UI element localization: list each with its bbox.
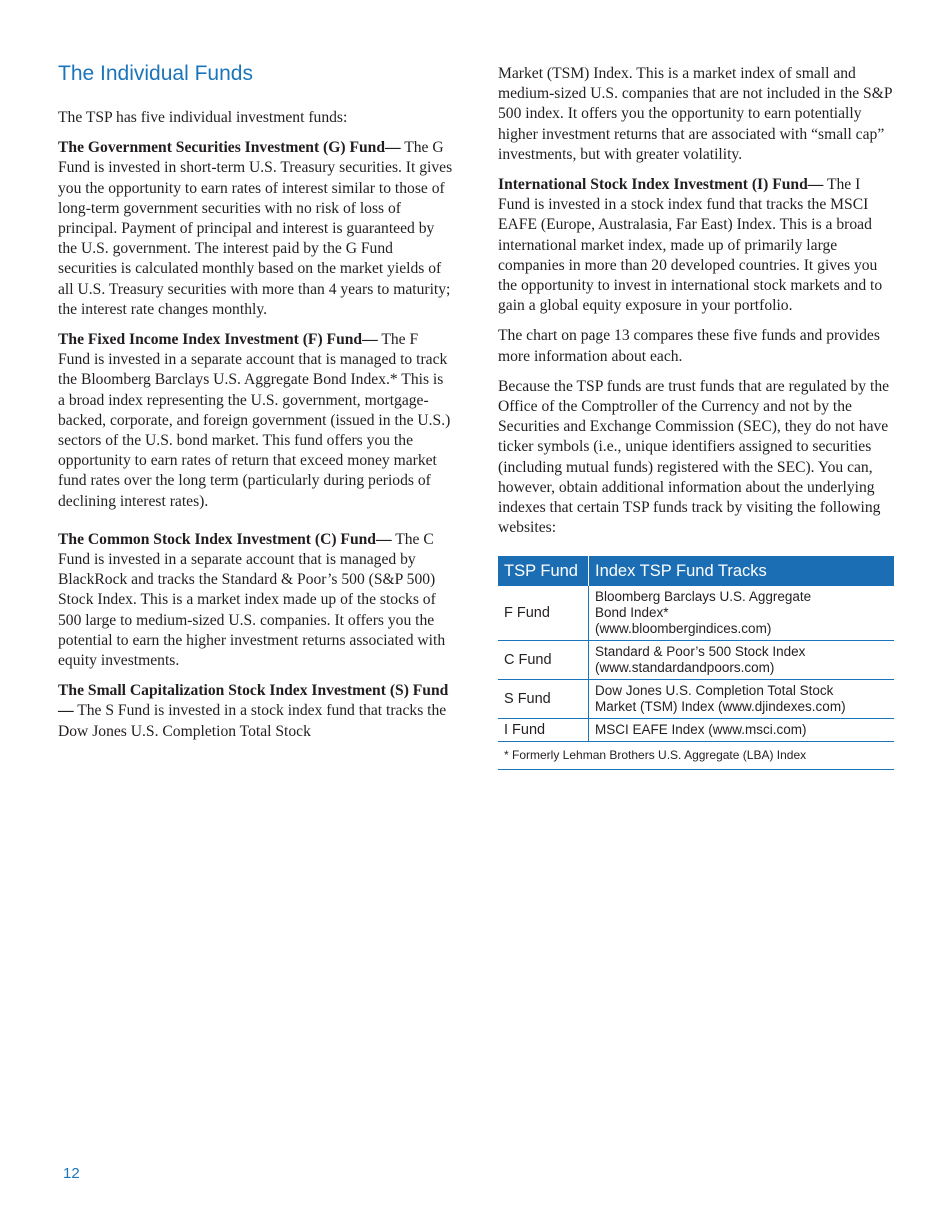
intro-text: The TSP has five individual investment funds: xyxy=(58,109,348,126)
table-header-index: Index TSP Fund Tracks xyxy=(589,556,895,586)
fund-name-cell: I Fund xyxy=(498,719,589,742)
s-fund-body-start: The S Fund is invested in a stock index fund that tracks the Dow Jones U.S. Completion Total Stock xyxy=(58,702,447,740)
s-fund-title: The Small Capitalization Stock Index Investment (S) Fund— xyxy=(58,682,449,720)
index-link[interactable]: (www.bloombergindices.com) xyxy=(595,621,772,637)
indexes-paragraph: Because the TSP funds are trust funds that are regulated by the Office of the Comptroller of the Currency and not by the Securities and Exchange Commission (SEC), they do not have ticker symbols (i.e., unique identifiers assigned to securities (including mutual funds) registered with the SEC). You can, however, obtain additional information about the underlying indexes that certain TSP funds track by visiting the following websites: xyxy=(498,377,890,537)
c-fund-section xyxy=(58,530,453,671)
c-fund-body: The C Fund is invested in a separate account that is managed by BlackRock and tracks the Standard & Poor’s 500 (S&P 500) Stock Index. This is a market index made up of the stocks of 500 large to medium-sized U.S. companies. It offers you the potential to earn the higher investment returns associated with equity investments. xyxy=(58,530,446,670)
index-link[interactable]: (www.standardandpoors.com) xyxy=(595,660,775,676)
fund-name-cell: F Fund xyxy=(498,586,589,641)
index-line: Bloomberg Barclays U.S. Aggregate xyxy=(595,589,812,605)
index-cell xyxy=(589,641,895,680)
index-line: Bond Index* xyxy=(595,605,669,621)
page-number: 12 xyxy=(63,1165,80,1182)
index-cell xyxy=(589,586,895,641)
c-fund-title: The Common Stock Index Investment (C) Fund— xyxy=(58,530,392,548)
page-title: The Individual Funds xyxy=(58,62,253,85)
table-footnote-row xyxy=(498,742,894,770)
s-fund-body-continued: Market (TSM) Index. This is a market index of small and medium-sized U.S. companies that are not included in the S&P 500 index. It offers you the opportunity to earn potentially higher investment returns that are associated with “small cap” investments, but with greater volatility. xyxy=(498,65,892,163)
fund-name-cell: C Fund xyxy=(498,641,589,680)
table-row xyxy=(498,586,894,641)
g-fund-section xyxy=(58,138,453,320)
table-row xyxy=(498,719,894,742)
fund-index-table xyxy=(498,556,894,770)
table-footnote: * Formerly Lehman Brothers U.S. Aggregate (LBA) Index xyxy=(498,742,894,770)
table-row xyxy=(498,680,894,719)
index-line: Dow Jones U.S. Completion Total Stock xyxy=(595,683,834,699)
i-fund-body: The I Fund is invested in a stock index fund that tracks the MSCI EAFE (Europe, Australasia, Far East) Index. This is a broad international market index, made up of primarily large companies in more than 20 developed countries. It gives you the opportunity to invest in international stock markets and to gain a global equity exposure in your portfolio. xyxy=(498,176,883,315)
chart-note: The chart on page 13 compares these five funds and provides more information about each. xyxy=(498,327,880,365)
index-line: Standard & Poor’s 500 Stock Index xyxy=(595,644,806,660)
fund-name-cell: S Fund xyxy=(498,680,589,719)
f-fund-section xyxy=(58,330,453,512)
f-fund-title: The Fixed Income Index Investment (F) Fund— xyxy=(58,331,378,349)
left-column xyxy=(58,108,453,752)
table-row xyxy=(498,641,894,680)
right-column xyxy=(498,64,893,770)
g-fund-title: The Government Securities Investment (G) Fund— xyxy=(58,139,401,157)
s-fund-section xyxy=(58,681,453,742)
table-header-row xyxy=(498,556,894,586)
index-cell xyxy=(589,680,895,719)
g-fund-body: The G Fund is invested in short-term U.S. Treasury securities. It gives you the opportunity to earn rates of interest similar to those of long-term government securities with no risk of loss of principal. Payment of principal and interest is guaranteed by the U.S. government. The interest paid by the G Fund securities is calculated monthly based on the market yields of all U.S. Treasury securities with more than 4 years to maturity; the interest rate changes monthly. xyxy=(58,139,453,318)
index-link[interactable]: Market (TSM) Index (www.djindexes.com) xyxy=(595,699,846,715)
f-fund-body: The F Fund is invested in a separate account that is managed to track the Bloomberg Barclays U.S. Aggregate Bond Index.* This is a broad index representing the U.S. government, mortgage-backed, corporate, and foreign government (issued in the U.S.) sectors of the U.S. bond market. This fund offers you the opportunity to earn rates of return that exceed money market fund rates over the long term (particularly during periods of declining interest rates). xyxy=(58,331,451,510)
index-cell xyxy=(589,719,895,742)
index-link[interactable]: MSCI EAFE Index (www.msci.com) xyxy=(595,722,807,738)
table-header-fund: TSP Fund xyxy=(498,556,589,586)
i-fund-title: International Stock Index Investment (I) Fund— xyxy=(498,176,824,194)
i-fund-section xyxy=(498,175,893,316)
